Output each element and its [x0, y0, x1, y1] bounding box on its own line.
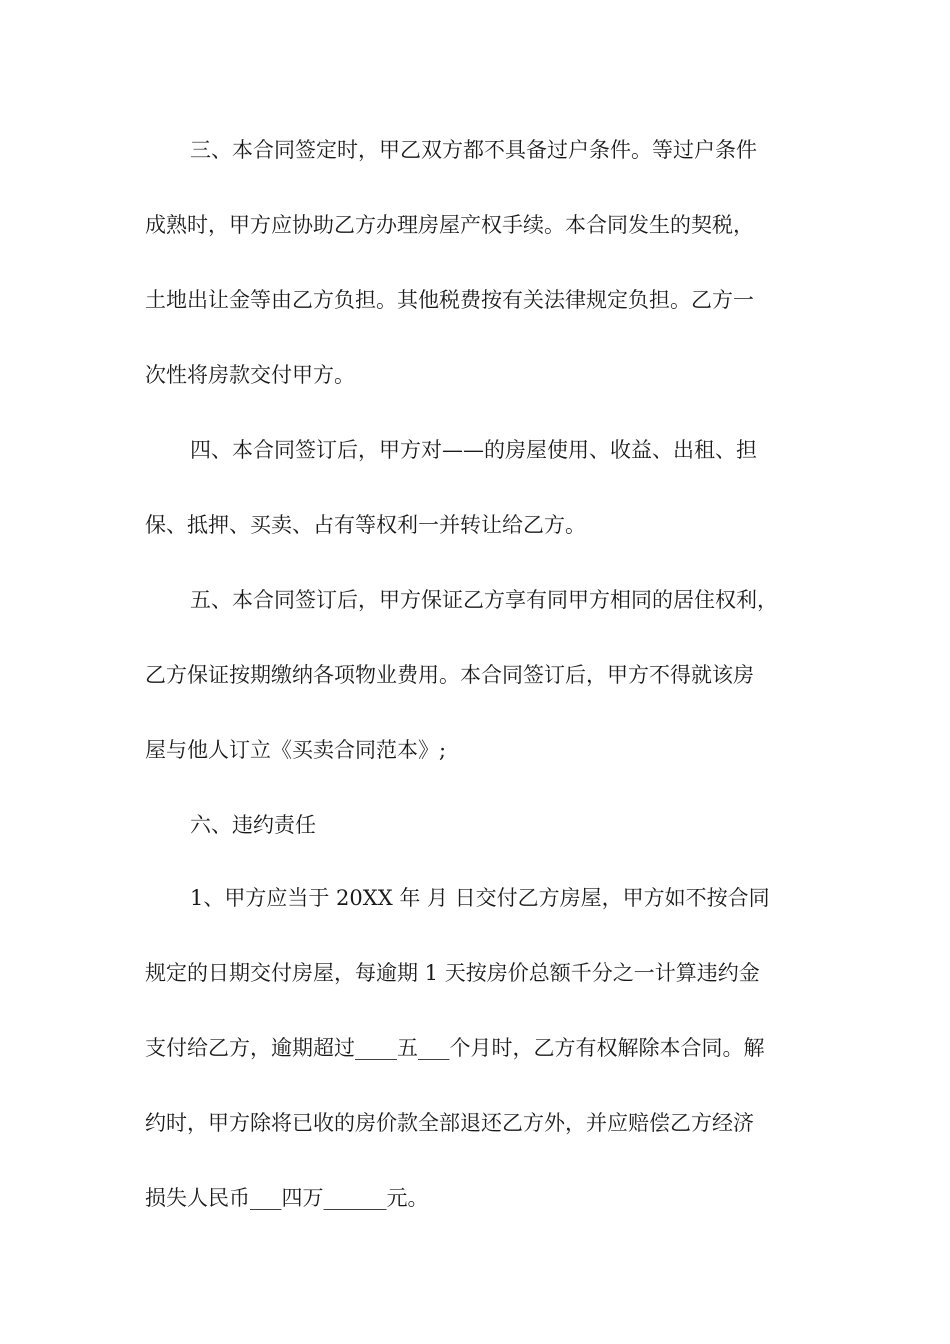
clause-3-line-4: 次性将房款交付甲方。	[145, 363, 355, 387]
clause-5-line-1: 五、本合同签订后，甲方保证乙方享有同甲方相同的居住权利，	[190, 588, 778, 612]
clause-5-line-3: 屋与他人订立《买卖合同范本》;	[145, 738, 447, 762]
clause-3-line-1: 三、本合同签定时，甲乙双方都不具备过户条件。等过户条件	[190, 138, 757, 162]
clause-5-line-2: 乙方保证按期缴纳各项物业费用。本合同签订后，甲方不得就该房	[145, 663, 754, 687]
clause-4-line-2: 保、抵押、买卖、占有等权利一并转让给乙方。	[145, 513, 586, 537]
clause-6-1-line-5: 损失人民币___四万______元。	[145, 1186, 429, 1210]
section-6-heading: 六、违约责任	[190, 813, 316, 837]
clause-3-line-3: 土地出让金等由乙方负担。其他税费按有关法律规定负担。乙方一	[145, 288, 754, 312]
clause-3-line-2: 成熟时，甲方应协助乙方办理房屋产权手续。本合同发生的契税，	[145, 213, 754, 237]
clause-6-1-line-1: 1、甲方应当于 20XX 年 月 日交付乙方房屋，甲方如不按合同	[190, 886, 770, 910]
clause-6-1-line-3: 支付给乙方，逾期超过____五___个月时，乙方有权解除本合同。解	[145, 1036, 765, 1060]
clause-6-1-line-4: 约时，甲方除将已收的房价款全部退还乙方外，并应赔偿乙方经济	[145, 1111, 754, 1135]
clause-6-1-line-2: 规定的日期交付房屋，每逾期 1 天按房价总额千分之一计算违约金	[145, 961, 760, 985]
clause-4-line-1: 四、本合同签订后，甲方对——的房屋使用、收益、出租、担	[190, 438, 757, 462]
